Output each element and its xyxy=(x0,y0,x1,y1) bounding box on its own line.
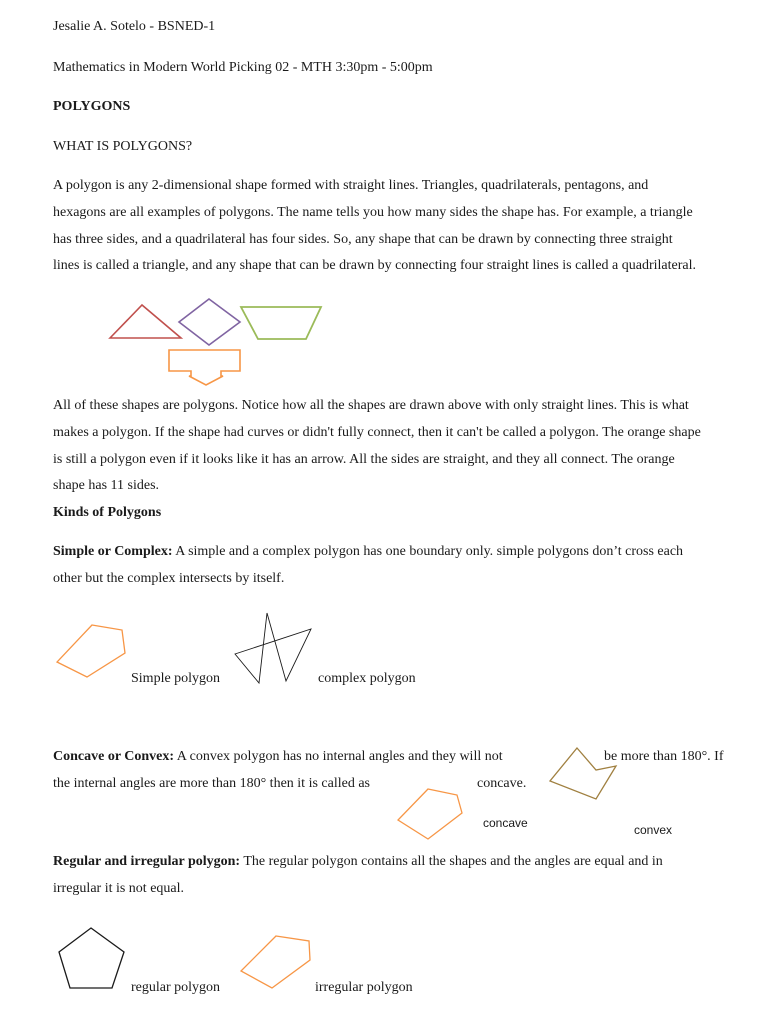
irregular-polygon-caption: irregular polygon xyxy=(315,980,413,995)
irregular-polygon-shape xyxy=(238,933,314,993)
regular-polygon-caption: regular polygon xyxy=(131,980,221,995)
simple-complex-text: A simple and a complex polygon has one boundary only. simple polygons don’t cross each xyxy=(172,544,684,559)
convex-caption: convex xyxy=(634,823,673,837)
page-title: POLYGONS xyxy=(53,99,131,114)
regular-pentagon-shape xyxy=(57,925,127,991)
shapes-paragraph xyxy=(53,393,753,500)
simple-polygon-caption: Simple polygon xyxy=(131,671,221,686)
intro-paragraph xyxy=(53,173,753,280)
regular-irregular-text: irregular it is not equal. xyxy=(53,880,185,896)
concave-convex-label: Concave or Convex: xyxy=(53,749,175,764)
intro-line: A polygon is any 2-dimensional shape formed with straight lines. Triangles, quadrilaterals, pentagons, and xyxy=(53,178,649,193)
complex-polygon-caption: complex polygon xyxy=(318,671,416,686)
concave-convex-text: A convex polygon has no internal angles and they will not xyxy=(174,749,503,764)
convex-shape xyxy=(546,745,622,801)
intro-line: lines is called a triangle, and any shape that can be drawn by connecting four straight lines is called a quadrilateral. xyxy=(53,258,696,274)
concave-convex-text-line-2: the internal angles are more than 180° then it is called as xyxy=(53,776,370,791)
intro-line: has three sides, and a quadrilateral has four sides. So, any shape that can be drawn by connecting three straight xyxy=(53,231,673,247)
simple-polygon-shape xyxy=(55,622,130,682)
concave-convex-text-continued: be more than 180°. If xyxy=(604,749,724,764)
complex-polygon-shape xyxy=(232,610,314,685)
course-line: Mathematics in Modern World Picking 02 - MTH 3:30pm - 5:00pm xyxy=(53,60,433,75)
intro-line: hexagons are all examples of polygons. The name tells you how many sides the shape has. For example, a triangle xyxy=(53,204,693,220)
shapes-line: All of these shapes are polygons. Notice how all the shapes are drawn above with only straight lines. This is what xyxy=(53,398,689,413)
shapes-line: shape has 11 sides. xyxy=(53,478,160,494)
kinds-heading: Kinds of Polygons xyxy=(53,505,162,520)
concave-caption: concave xyxy=(483,816,528,830)
regular-irregular-text: The regular polygon contains all the shapes and the angles are equal and in xyxy=(240,854,663,869)
simple-complex-paragraph xyxy=(53,539,753,593)
regular-irregular-label: Regular and irregular polygon: xyxy=(53,854,241,869)
concave-convex-text-end: concave. xyxy=(477,776,527,791)
regular-irregular-paragraph xyxy=(53,849,753,903)
concave-shape xyxy=(395,786,467,842)
shapes-line: is still a polygon even if it looks like it has an arrow. All the sides are straight, and they all connect. The orange xyxy=(53,451,675,467)
simple-complex-label: Simple or Complex: xyxy=(53,544,173,559)
simple-complex-text: other but the complex intersects by itself. xyxy=(53,570,285,586)
shapes-line: makes a polygon. If the shape had curves or didn't fully connect, then it can't be called a polygon. The orange shape xyxy=(53,424,701,440)
polygon-examples-figure xyxy=(95,290,327,386)
author-line: Jesalie A. Sotelo - BSNED-1 xyxy=(53,19,216,34)
section-question: WHAT IS POLYGONS? xyxy=(53,139,193,154)
concave-convex-line-1 xyxy=(53,748,503,766)
